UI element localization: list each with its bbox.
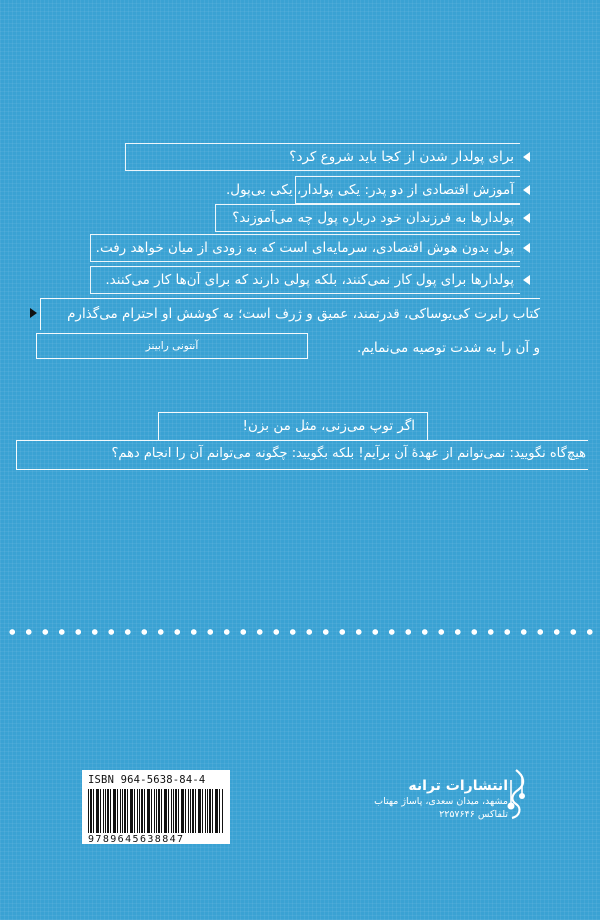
slogan-1-box [158,412,428,440]
barcode-number: 9789645638847 [88,834,185,845]
quote-triangle-icon [30,308,37,318]
quote-line-1: کتاب رابرت کی‌یوساکی، قدرتمند، عمیق و ژرف است؛ به کوشش او احترام می‌گذارم [67,306,540,322]
bullet-triangle-icon [523,213,530,223]
bullet-text: آموزش اقتصادی از دو پدر: یکی پولدار، یکی بی‌پول. [225,182,514,198]
bullet-text: پولدارها برای پول کار نمی‌کنند، بلکه پولی دارند که برای آن‌ها کار می‌کنند. [105,272,514,288]
bullet-triangle-icon [523,152,530,162]
bullet-text: پول بدون هوش اقتصادی، سرمایه‌ای است که به زودی از میان خواهد رفت. [95,240,514,256]
publisher-name: انتشارات ترانه [408,778,508,794]
quote-line-2: و آن را به شدت توصیه می‌نمایم. [356,340,540,356]
quote-author-box [36,333,308,359]
publisher-address: مشهد، میدان سعدی، پاساژ مهتاب [374,796,508,807]
publisher-logo-icon [502,766,532,826]
slogan-1: اگر توپ می‌زنی، مثل من بزن! [242,418,415,434]
bullet-line-4 [90,234,520,262]
publisher-phone: تلفاکس ۲۲۵۷۶۴۶ [439,809,508,820]
bullet-triangle-icon [523,275,530,285]
slogan-2: هیچ‌گاه نگویید: نمی‌توانم از عهدهٔ آن برآیم! بلکه بگویید: چگونه می‌توانم آن را انجام دهم؟ [111,446,586,461]
bullet-line-2 [225,176,520,204]
bullet-triangle-icon [523,243,530,253]
isbn-barcode-box [82,770,230,844]
bullet-line-3 [215,204,520,232]
bullet-text: برای پولدار شدن از کجا باید شروع کرد؟ [289,149,514,165]
isbn-label: ISBN 964-5638-84-4 [88,774,206,786]
bullet-text: پولدارها به فرزندان خود درباره پول چه می‌آموزند؟ [232,210,514,226]
barcode-icon [88,789,224,833]
bullet-line-1 [125,143,520,171]
publisher-info [374,778,508,820]
bullet-triangle-icon [523,185,530,195]
quote-author: آنتونی رابینز [145,340,199,352]
slogan-2-box [16,440,588,470]
bullet-line-5 [90,266,520,294]
dotted-divider [0,624,600,640]
